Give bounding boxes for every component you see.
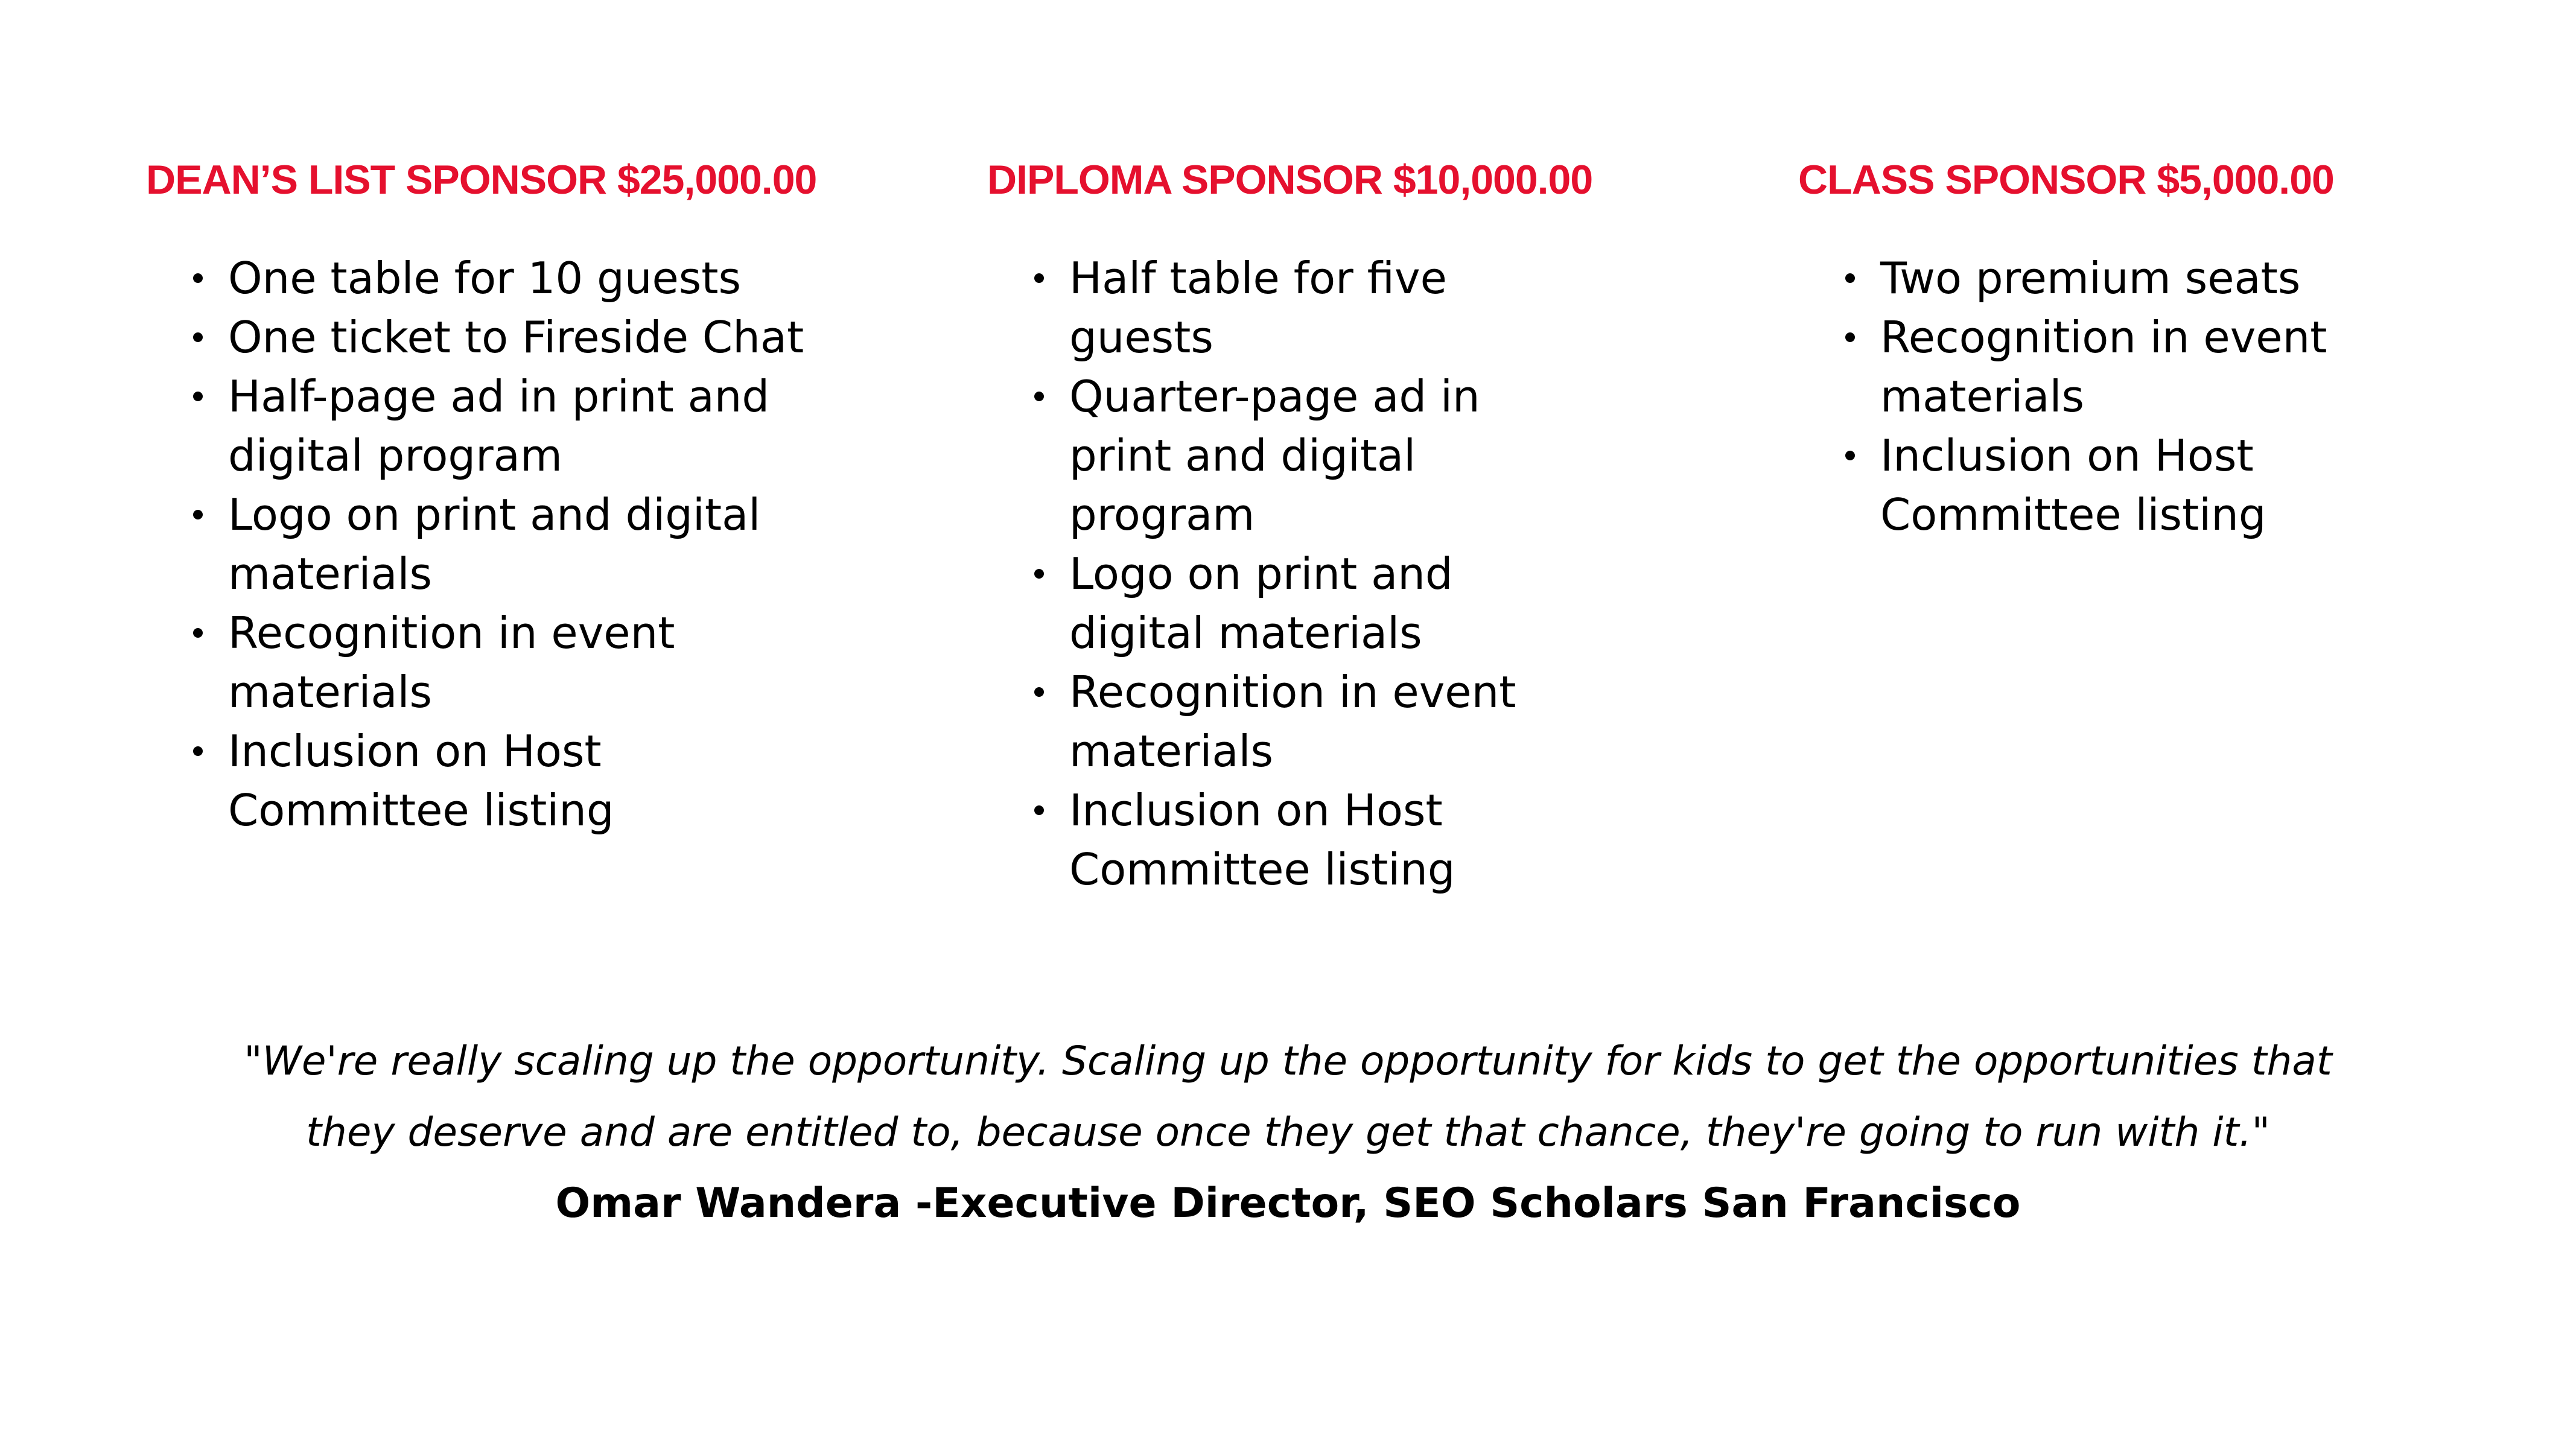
bullet-icon [1845, 451, 1855, 460]
bullet-icon [1034, 273, 1044, 283]
benefit-item: Inclusion on Host Committee listing [1798, 426, 2341, 544]
benefit-item: Quarter-page ad in print and digital program [987, 367, 1579, 544]
tier-title: CLASS SPONSOR $5,000.00 [1798, 157, 2334, 203]
benefit-list [146, 249, 810, 840]
bullet-icon [1845, 332, 1855, 342]
benefit-item: Logo on print and digital materials [987, 544, 1579, 662]
benefit-item: One ticket to Fireside Chat [146, 308, 810, 367]
benefit-list [1798, 249, 2341, 544]
benefit-item: Recognition in event materials [146, 603, 810, 722]
bullet-icon [193, 628, 203, 638]
bullet-icon [1034, 392, 1044, 401]
tier-diploma [987, 150, 1772, 899]
tier-class [1798, 150, 2522, 544]
tier-deans-list [146, 150, 955, 840]
bullet-icon [1034, 569, 1044, 579]
benefit-item: Half table for five guests [987, 249, 1579, 367]
tier-title: DIPLOMA SPONSOR $10,000.00 [987, 157, 1593, 203]
tier-title: DEAN’S LIST SPONSOR $25,000.00 [146, 157, 817, 203]
bullet-icon [1845, 273, 1855, 283]
benefit-item: Inclusion on Host Committee listing [987, 781, 1579, 899]
bullet-icon [193, 510, 203, 519]
benefit-item: Inclusion on Host Committee listing [146, 722, 810, 840]
bullet-icon [193, 746, 203, 756]
benefit-list [987, 249, 1579, 899]
bullet-icon [193, 332, 203, 342]
bullet-icon [1034, 805, 1044, 815]
benefit-item: Logo on print and digital materials [146, 485, 810, 603]
bullet-icon [1034, 687, 1044, 697]
benefit-item: One table for 10 guests [146, 249, 810, 308]
benefit-item: Recognition in event materials [1798, 308, 2341, 426]
quote-text: "We're really scaling up the opportunity. Scaling up the opportunity for kids to get the opportunities that they deserve and are entitled to, because once they get that chance, they're going to run with it." [244, 1038, 2332, 1155]
bullet-icon [193, 273, 203, 283]
bullet-icon [193, 392, 203, 401]
testimonial [0, 1026, 2576, 1237]
benefit-item: Two premium seats [1798, 249, 2341, 308]
quote-attribution: Omar Wandera -Executive Director, SEO Scholars San Francisco [555, 1180, 2021, 1227]
benefit-item: Half-page ad in print and digital program [146, 367, 810, 485]
benefit-item: Recognition in event materials [987, 662, 1579, 781]
